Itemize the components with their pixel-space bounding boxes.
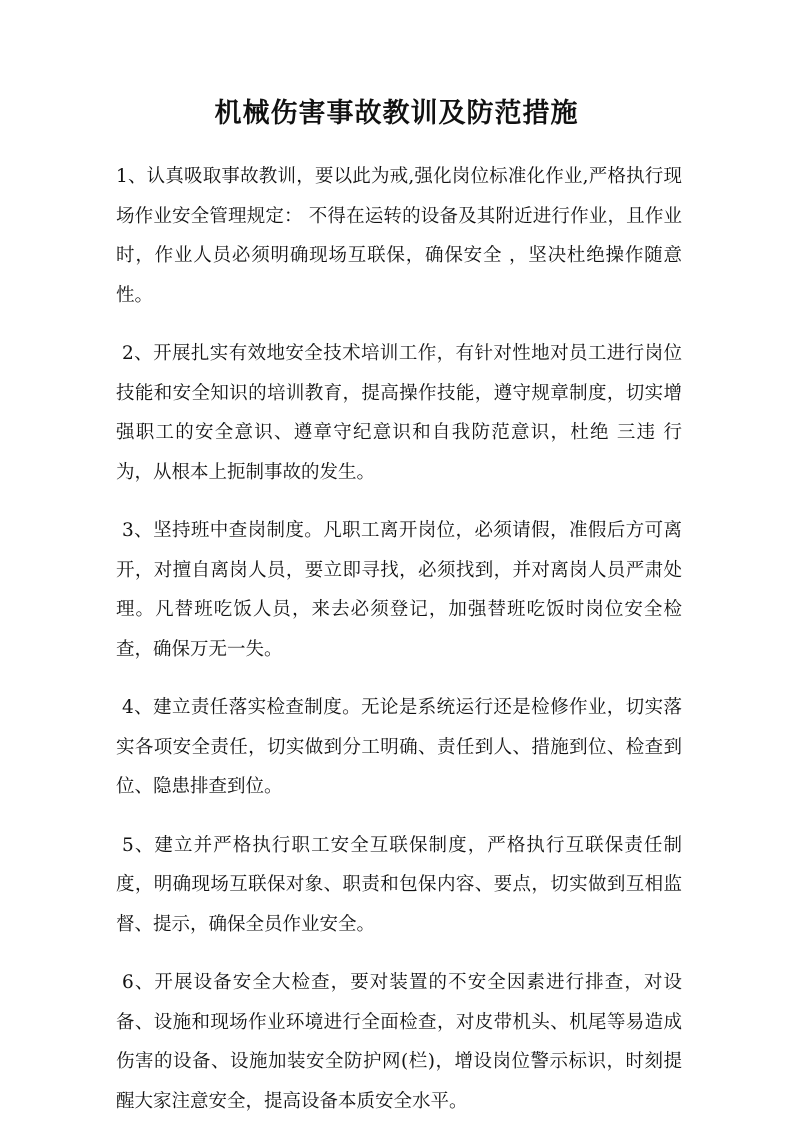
paragraph-5: 5、建立并严格执行职工安全互联保制度，严格执行互联保责任制度，明确现场互联保对象、职责和包保内容、要点，切实做到互相监督、提示，确保全员作业安全。 xyxy=(116,834,682,935)
paragraph-6: 6、开展设备安全大检查，要对装置的不安全因素进行排查，对设备、设施和现场作业环境进行全面检查，对皮带机头、机尾等易造成伤害的设备、设施加装安全防护网(栏)，增设岗位警示标识，时刻提醒大家注意安全，提高设备本质安全水平。 xyxy=(116,972,682,1112)
paragraph-3: 3、坚持班中查岗制度。凡职工离开岗位，必须请假，准假后方可离开，对擅自离岗人员，要立即寻找，必须找到，并对离岗人员严肃处理。凡替班吃饭人员，来去必须登记，加强替班吃饭时岗位安全检查，确保万无一失。 xyxy=(116,520,682,660)
document-body xyxy=(116,157,682,1140)
paragraph-2: 2、开展扎实有效地安全技术培训工作，有针对性地对员工进行岗位技能和安全知识的培训教育，提高操作技能，遵守规章制度，切实增强职工的安全意识、遵章守纪意识和自我防范意识，杜绝 三违 行为，从根本上扼制事故的发生。 xyxy=(116,343,682,483)
paragraph-4: 4、建立责任落实检查制度。无论是系统运行还是检修作业，切实落实各项安全责任，切实做到分工明确、责任到人、措施到位、检查到位、隐患排查到位。 xyxy=(116,697,682,797)
document-title: 机械伤害事故教训及防范措施 xyxy=(214,98,579,129)
paragraph-1: 1、认真吸取事故教训，要以此为戒,强化岗位标准化作业,严格执行现场作业安全管理规定： 不得在运转的设备及其附近进行作业，且作业时，作业人员必须明确现场互联保，确保安全 ，坚决杜绝操作随意性。 xyxy=(116,166,682,306)
